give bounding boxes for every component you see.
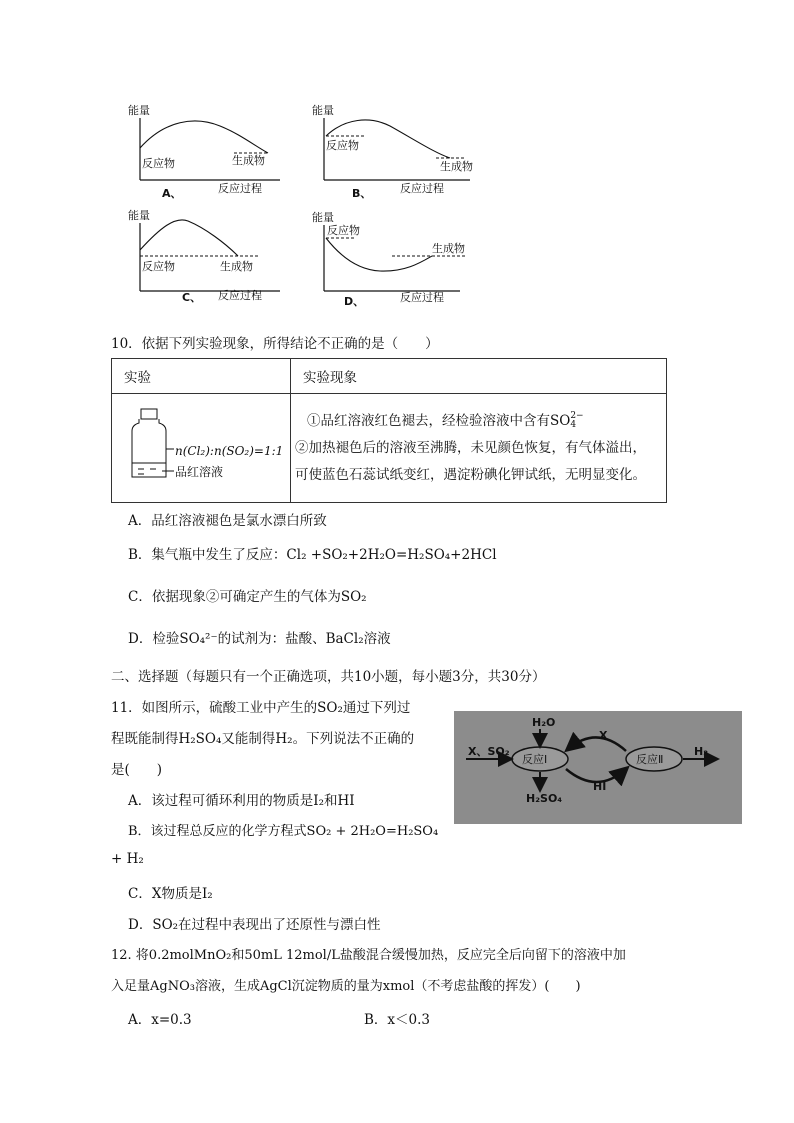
q12-option-b: B．x＜0.3 bbox=[364, 1012, 431, 1028]
diagram-hi: HI bbox=[593, 780, 607, 793]
q11-line1: 11．如图所示，硫酸工业中产生的SO₂通过下列过 bbox=[111, 700, 411, 716]
graph-d bbox=[312, 210, 465, 308]
graph-c-xlabel: 反应过程 bbox=[218, 289, 262, 302]
q11-option-c: C．X物质是I₂ bbox=[128, 886, 213, 902]
table-header-phenomenon: 实验现象 bbox=[291, 359, 667, 394]
graph-c-ylabel: 能量 bbox=[128, 209, 150, 222]
q12-line2: 入足量AgNO₃溶液，生成AgCl沉淀物质的量为xmol（不考虑盐酸的挥发）( ) bbox=[111, 979, 581, 994]
observation-2-line2: 可使蓝色石蕊试纸变红，遇淀粉碘化钾试纸，无明显变化。 bbox=[295, 466, 646, 483]
graph-d-ylabel: 能量 bbox=[312, 211, 334, 224]
graph-d-reactant: 反应物 bbox=[327, 224, 360, 237]
graph-c-product: 生成物 bbox=[220, 260, 253, 273]
graph-a-letter: A、 bbox=[162, 187, 182, 200]
graph-b-ylabel: 能量 bbox=[312, 104, 334, 117]
observation-1-text: ①品红溶液红色褪去，经检验溶液中含有SO bbox=[307, 412, 571, 429]
q10-option-b: B．集气瓶中发生了反应：Cl₂ +SO₂+2H₂O=H₂SO₄+2HCl bbox=[128, 547, 497, 563]
section-2-heading: 二、选择题（每题只有一个正确选项，共10小题，每小题3分，共30分） bbox=[111, 669, 546, 685]
diagram-h2o: H₂O bbox=[532, 716, 556, 729]
graph-c bbox=[128, 208, 280, 304]
q11-line3: 是( ) bbox=[111, 762, 163, 778]
q12-line1: 12. 将0.2molMnO₂和50mL 12mol/L盐酸混合缓慢加热，反应完全后向留下的溶液中加 bbox=[111, 948, 626, 963]
q11-line2: 程既能制得H₂SO₄又能制得H₂。下列说法不正确的 bbox=[111, 731, 415, 747]
graph-a-product: 生成物 bbox=[232, 154, 265, 167]
q10-option-d: D．检验SO₄²⁻的试剂为：盐酸、BaCl₂溶液 bbox=[128, 631, 391, 647]
graph-a bbox=[128, 103, 280, 200]
graph-b-product: 生成物 bbox=[440, 160, 473, 173]
q12-option-a: A．x=0.3 bbox=[128, 1012, 192, 1028]
graph-d-xlabel: 反应过程 bbox=[400, 291, 444, 304]
diagram-input: X、SO₂ bbox=[468, 745, 510, 758]
q11-option-a: A．该过程可循环利用的物质是I₂和HI bbox=[128, 793, 355, 809]
graph-c-reactant: 反应物 bbox=[142, 260, 175, 273]
table-header-experiment: 实验 bbox=[112, 359, 291, 394]
q10-table bbox=[111, 358, 667, 503]
q10-option-a: A．品红溶液褪色是氯水漂白所致 bbox=[128, 513, 327, 529]
q11-option-b-line1: B．该过程总反应的化学方程式SO₂ + 2H₂O=H₂SO₄ bbox=[128, 824, 439, 839]
diagram-reaction-2: 反应Ⅱ bbox=[636, 753, 664, 766]
reaction-cycle-diagram bbox=[454, 711, 742, 824]
reaction-cycle-svg bbox=[454, 711, 742, 824]
observation-1-charge: 2− bbox=[570, 411, 584, 421]
bottle-ratio-label: n(Cl₂):n(SO₂)=1:1 bbox=[175, 444, 284, 458]
experiment-cell bbox=[112, 394, 291, 503]
bottle-liquid-label: 品红溶液 bbox=[175, 465, 224, 479]
diagram-h2so4: H₂SO₄ bbox=[526, 792, 563, 805]
q11-option-b-line2: + H₂ bbox=[111, 851, 144, 867]
diagram-reaction-1: 反应Ⅰ bbox=[522, 753, 548, 766]
q10-option-c: C．依据现象②可确定产生的气体为SO₂ bbox=[128, 589, 367, 605]
graph-a-xlabel: 反应过程 bbox=[218, 182, 262, 195]
energy-graphs bbox=[120, 98, 490, 310]
observation-2-line1: ②加热褪色后的溶液至沸腾，未见颜色恢复，有气体溢出， bbox=[295, 439, 646, 456]
graph-a-ylabel: 能量 bbox=[128, 104, 150, 117]
graph-b-reactant: 反应物 bbox=[326, 139, 359, 152]
graph-b-xlabel: 反应过程 bbox=[400, 182, 444, 195]
graph-d-product: 生成物 bbox=[432, 242, 465, 255]
diagram-x: X bbox=[599, 729, 608, 742]
graph-b bbox=[312, 103, 473, 200]
observation-1-sub: 4 bbox=[570, 420, 577, 430]
q10-stem: 10．依据下列实验现象，所得结论不正确的是（ ） bbox=[111, 336, 439, 352]
observation-1 bbox=[295, 408, 666, 435]
graph-a-reactant: 反应物 bbox=[142, 157, 175, 170]
graph-d-letter: D、 bbox=[344, 295, 365, 308]
q11-option-d: D．SO₂在过程中表现出了还原性与漂白性 bbox=[128, 917, 381, 933]
graph-b-letter: B、 bbox=[352, 187, 372, 200]
phenomenon-cell bbox=[291, 394, 667, 503]
diagram-h2: H₂ bbox=[694, 745, 709, 758]
graph-c-letter: C、 bbox=[182, 291, 202, 304]
